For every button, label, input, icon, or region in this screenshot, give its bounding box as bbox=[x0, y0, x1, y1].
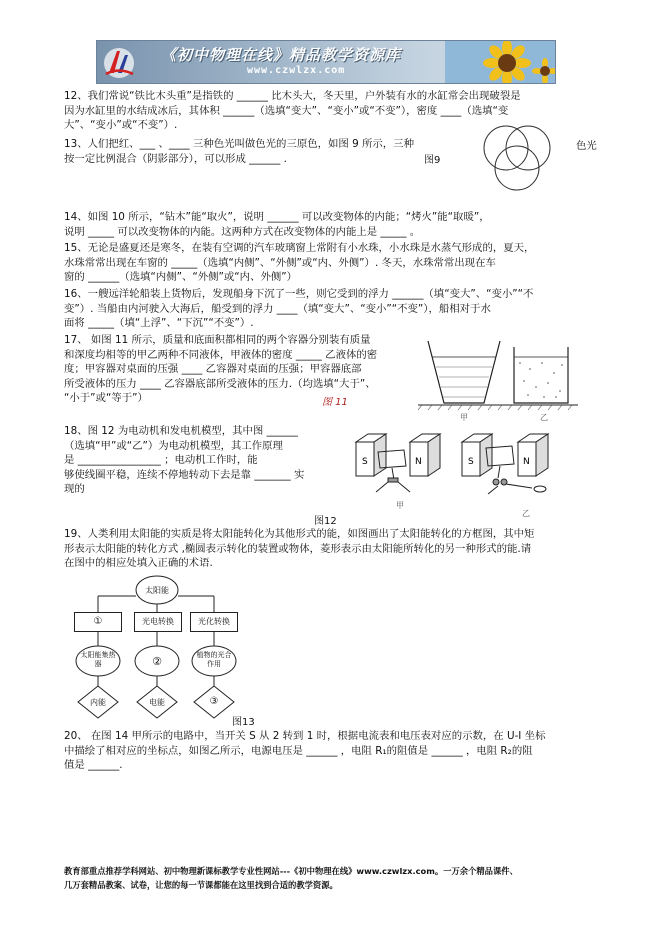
question-line: 说明 _____ 可以改变物体的内能。这两种方式在改变物体的内能上是 _____ 。 bbox=[64, 225, 421, 238]
question-line: 中描绘了相对应的坐标点，如图乙所示，电源电压是 ______ ，电阻 R₁的阻值是 ______ ，电阻 R₂的阻 bbox=[64, 744, 533, 757]
banner-url[interactable]: www.czwlzx.com bbox=[247, 65, 346, 76]
footer-line: 教育部重点推荐学科网站、初中物理新课标教学专业性网站---《初中物理在线》www.czwlzx.com。一万余个精品课件、 bbox=[64, 866, 518, 876]
question-line: 大”、“变小”或“不变”）. bbox=[64, 119, 178, 132]
question-13 bbox=[64, 137, 414, 166]
figure-13-diamond-1-text: 内能 bbox=[90, 698, 106, 707]
question-line: 够使线圈平稳，连续不停地转动下去是靠 _______ 实 bbox=[64, 468, 305, 481]
figure-13-diamond-2-text: 电能 bbox=[149, 698, 165, 707]
question-line: 形表示太阳能的转化方式 ,椭圆表示转化的装置或物体，菱形表示由太阳能所转化的另一种形式的能.请 bbox=[64, 542, 532, 555]
figure-9-color-circles bbox=[468, 120, 566, 198]
figure-11-containers bbox=[418, 333, 578, 413]
figure-12-caption: 图12 bbox=[314, 516, 337, 527]
question-18 bbox=[64, 424, 304, 497]
figure-12-label-left: 甲 bbox=[396, 501, 404, 510]
question-line: 值是 ______. bbox=[64, 759, 123, 772]
sunflower-icon bbox=[445, 41, 555, 83]
figure-13-ellipse-3-text: 植物的光合作用 bbox=[196, 651, 232, 668]
figure-12-label-right: 乙 bbox=[522, 509, 530, 518]
figure-12-pole-s-left: S bbox=[362, 457, 368, 467]
figure-13-caption: 图13 bbox=[232, 717, 255, 728]
figure-13-rect-3: 光化转换 bbox=[190, 612, 238, 632]
question-line: 17、 如图 11 所示，质量和底面积都相同的两个容器分别装有质量 bbox=[64, 334, 371, 346]
question-line: 面将 _____（填“上浮”、“下沉”“不变”）. bbox=[64, 317, 254, 330]
question-20 bbox=[64, 729, 545, 773]
question-19 bbox=[64, 527, 534, 571]
question-line: 现的 bbox=[64, 483, 85, 496]
question-line: 在图中的相应处填入正确的术语. bbox=[64, 557, 213, 570]
figure-13-ellipse-1-text: 太阳能集热器 bbox=[80, 651, 116, 668]
question-line: 是 ________________ ；电动机工作时，能 bbox=[64, 454, 258, 467]
figure-12-pole-n-right: N bbox=[523, 457, 530, 467]
header-banner bbox=[96, 40, 556, 84]
question-line: 变”）. 当船由内河驶入大海后，船受到的浮力 ____（填“变大”、“变小”“不变”），船相对于水 bbox=[64, 302, 491, 315]
site-logo-icon bbox=[100, 43, 138, 81]
q13-side-text: 色光 bbox=[576, 140, 597, 152]
question-line: 12、我们常说“铁比木头重”是指铁的 ______ 比木头大，冬天里，户外装有水的水缸常会出现破裂是 bbox=[64, 90, 521, 102]
figure-11-label-left: 甲 bbox=[460, 413, 468, 422]
question-line: 18、图 12 为电动机和发电机模型，其中图 ______ bbox=[64, 425, 298, 437]
question-line: 13、人们把红、___ 、____ 三种色光叫做色光的三原色，如图 9 所示，三种 bbox=[64, 138, 414, 150]
footer-line: 几万套精品教案、试卷，让您的每一节课都能在这里找到合适的教学资源。 bbox=[64, 880, 338, 890]
page-footer bbox=[64, 864, 518, 892]
question-line: 14、如图 10 所示，“钻木”能“取火”，说明 ______ 可以改变物体的内能；“烤火”能“取暖”， bbox=[64, 211, 490, 223]
question-line: （选填“甲”或“乙”）为电动机模型，其工作原理 bbox=[64, 439, 283, 452]
figure-13-top: 太阳能 bbox=[145, 586, 169, 595]
figure-13-rect-1: ① bbox=[74, 612, 122, 632]
figure-11-caption: 图 11 bbox=[322, 397, 348, 408]
figure-12-pole-s-right: S bbox=[468, 457, 474, 467]
question-line: 所受液体的压力 ____ 乙容器底部所受液体的压力.（均选填“大于”、 bbox=[64, 377, 376, 390]
figure-12-motor-generator bbox=[348, 422, 558, 502]
question-line: “小于”或“等于”） bbox=[64, 392, 148, 405]
figure-12-pole-n-left: N bbox=[415, 457, 422, 467]
question-16 bbox=[64, 287, 533, 331]
question-14 bbox=[64, 210, 490, 239]
question-line: 窗的 ______（选填“内侧”、“外侧”或“内、外侧”） bbox=[64, 271, 298, 284]
question-15 bbox=[64, 241, 534, 285]
banner-title: 《初中物理在线》精品教学资源库 bbox=[161, 46, 402, 64]
figure-9-caption: 图9 bbox=[424, 155, 441, 166]
question-line: 19、人类利用太阳能的实质是将太阳能转化为其他形式的能，如图画出了太阳能转化的方框图，其中矩 bbox=[64, 528, 535, 540]
question-line: 16、一艘远洋轮船装上货物后，发现船身下沉了一些，则它受到的浮力 ______（填“变大”、“变小”“不 bbox=[64, 288, 534, 300]
figure-13-ellipse-2-text: ② bbox=[152, 655, 162, 668]
question-12 bbox=[64, 89, 521, 133]
question-line: 水珠常常出现在车窗的 _____（选填“内侧”、“外侧”或“内、外侧”）. 冬天，水珠常常出现在车 bbox=[64, 256, 496, 269]
question-line: 因为水缸里的水结成冰后，其体积 ______（选填“变大”、“变小”或“不变”），密度 ____（选填“变 bbox=[64, 104, 509, 117]
question-line: 和深度均相等的甲乙两种不同液体，甲液体的密度 _____ 乙液体的密 bbox=[64, 348, 378, 361]
figure-13-diamond-3-text: ③ bbox=[209, 696, 219, 707]
question-line: 度；甲容器对桌面的压强 ____ 乙容器对桌面的压强；甲容器底部 bbox=[64, 363, 362, 376]
figure-13-rect-2: 光电转换 bbox=[134, 612, 182, 632]
question-line: 按一定比例混合（阴影部分），可以形成 ______ . bbox=[64, 152, 287, 165]
question-line: 15、无论是盛夏还是寒冬，在装有空调的汽车玻璃窗上常附有小水珠，小水珠是水蒸气形成的，夏天， bbox=[64, 242, 535, 254]
figure-11-label-right: 乙 bbox=[540, 413, 548, 422]
question-line: 20、 在图 14 甲所示的电路中，当开关 S 从 2 转到 1 时，根据电流表和电压表对应的示数，在 U-I 坐标 bbox=[64, 730, 546, 742]
